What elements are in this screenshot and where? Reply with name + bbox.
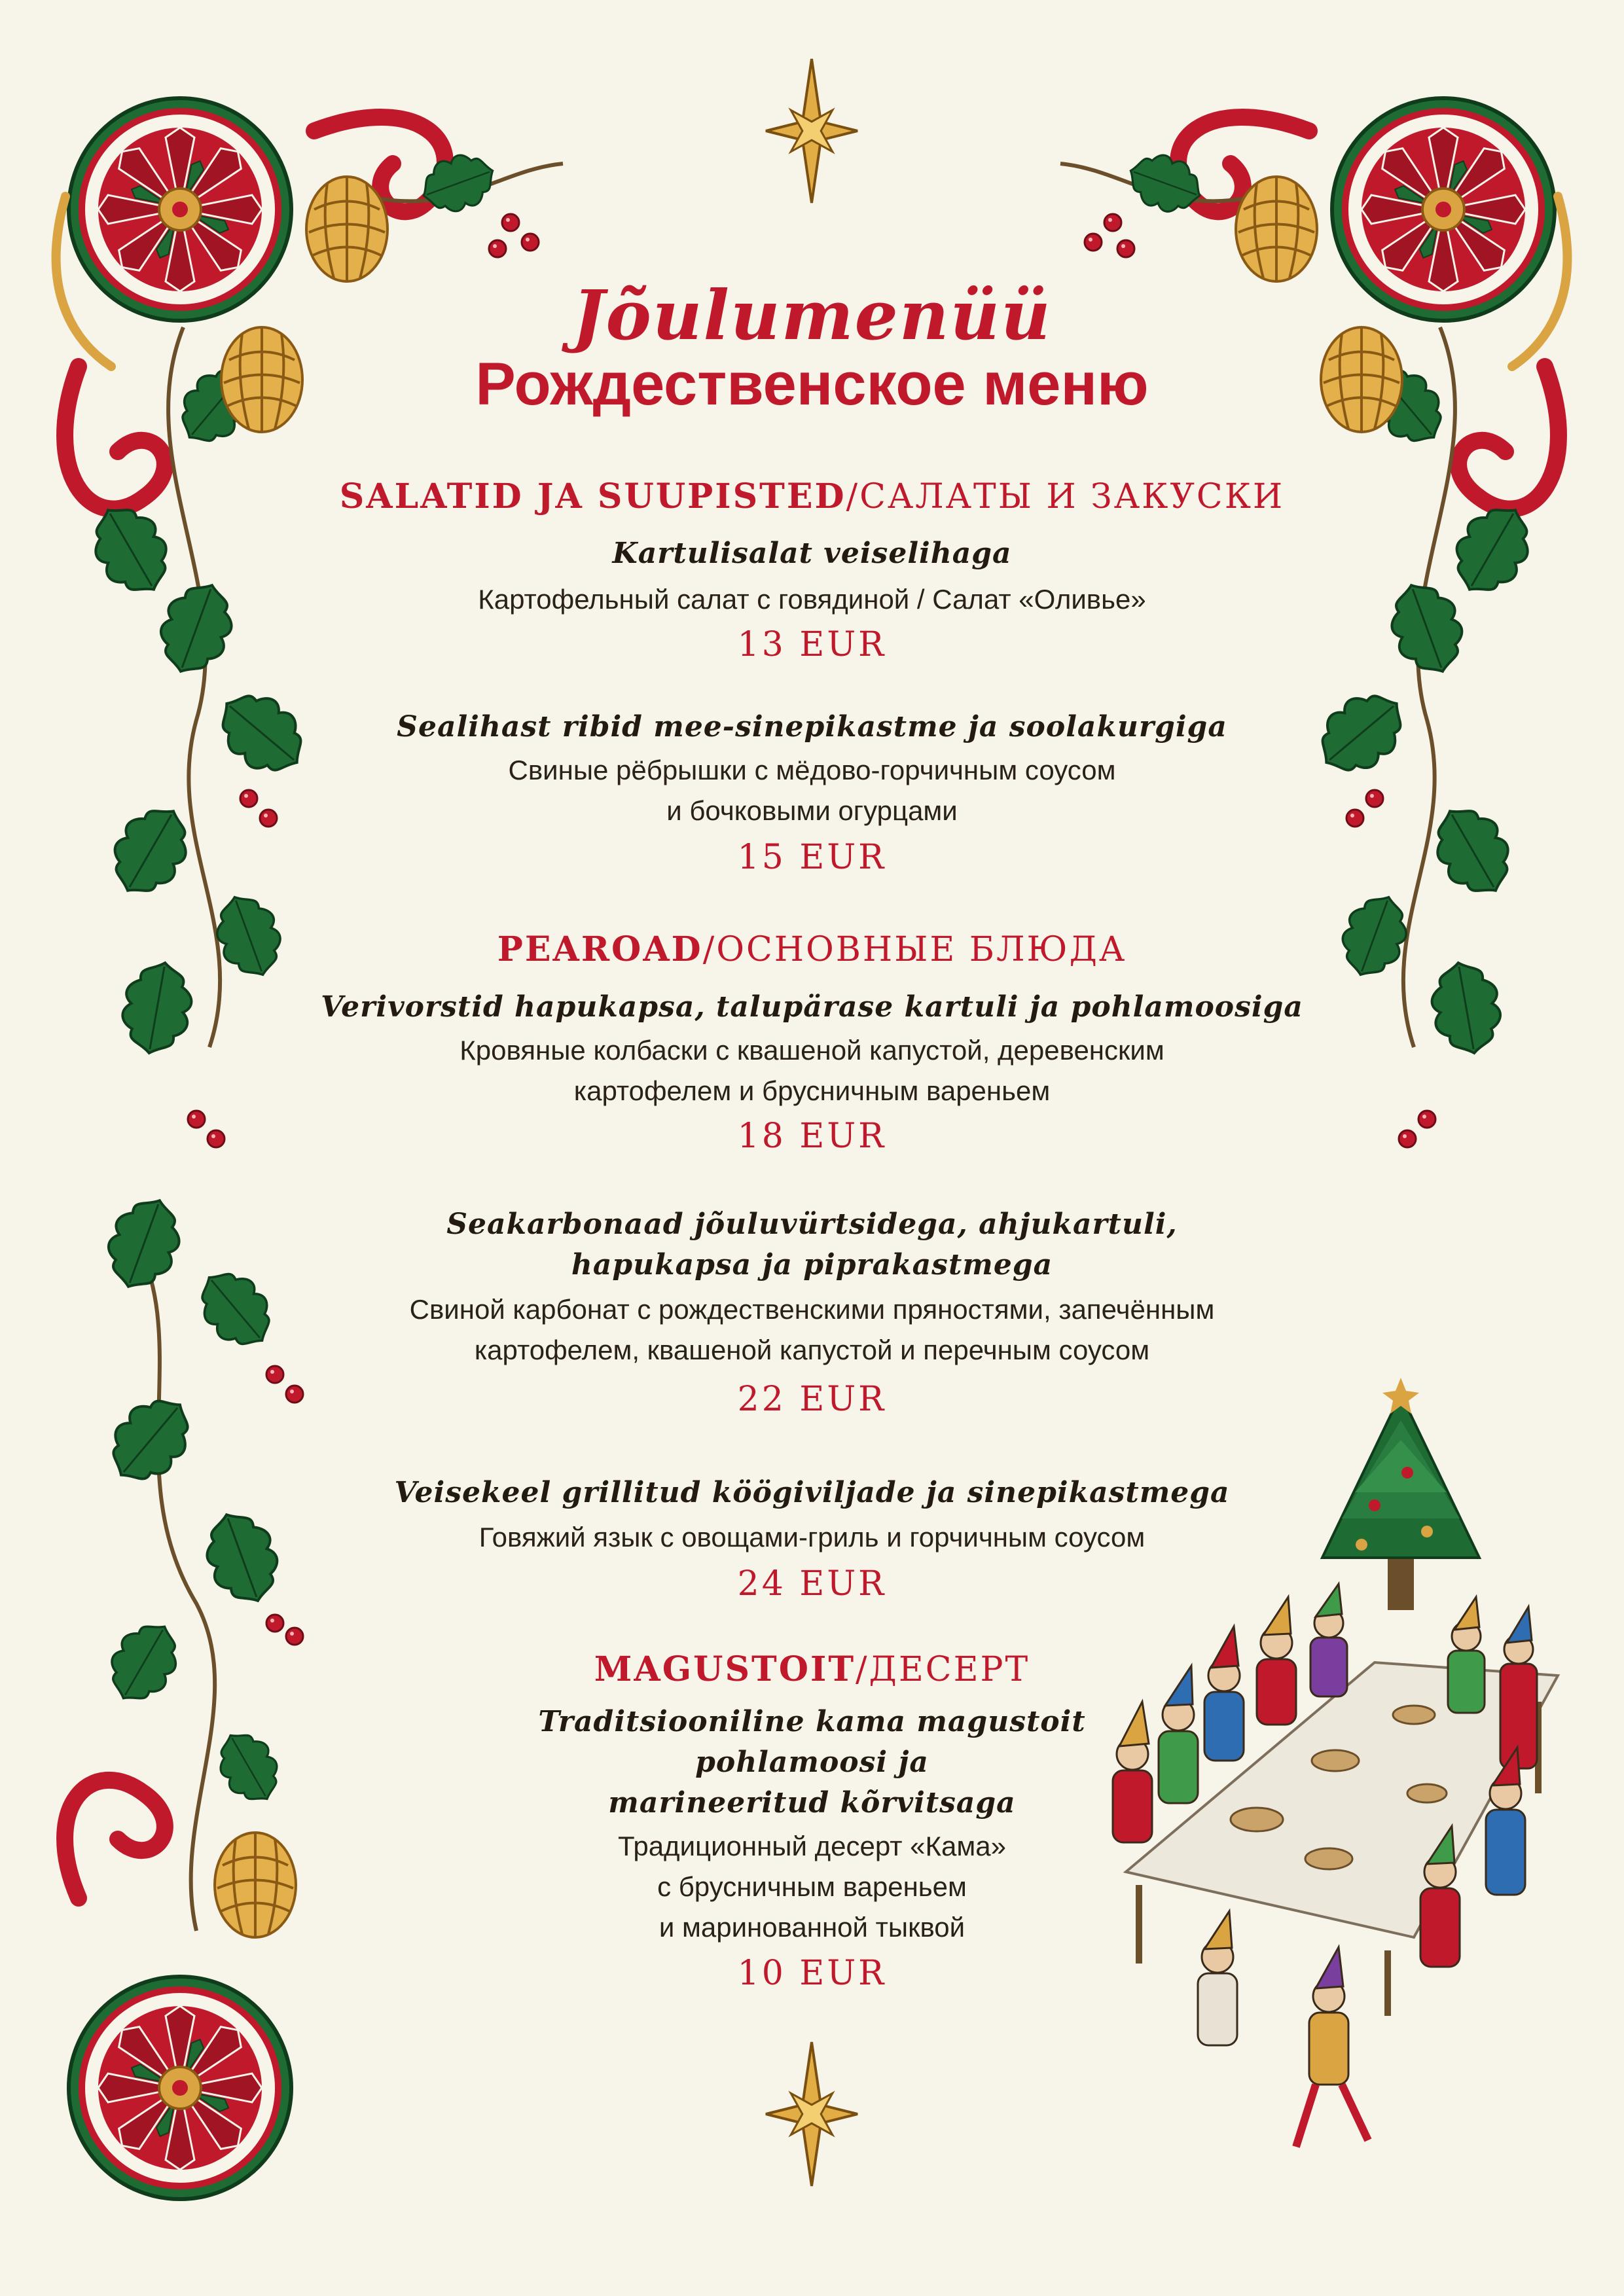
dish-price: 15 EUR [737, 838, 887, 877]
dish-description: Картофельный салат с говядиной / Салат «Оливье» [478, 584, 1146, 615]
dish-name: Veisekeel grillitud köögiviljade ja sinepikastmega [394, 1476, 1230, 1509]
dish-name: Kartulisalat veiselihaga [612, 537, 1012, 570]
dish-price: 10 EUR [737, 1954, 887, 1993]
dish-price: 13 EUR [737, 625, 887, 664]
dish-price: 18 EUR [737, 1117, 887, 1156]
page-subtitle: Рождественское меню [475, 351, 1149, 418]
dish-price: 22 EUR [737, 1380, 887, 1419]
dish-description: Традиционный десерт «Кама» с брусничным вареньем и маринованной тыквой [618, 1831, 1006, 1943]
dish-name: Traditsiooniline kama magustoit pohlamoosi ja marineeritud kõrvitsaga [538, 1705, 1086, 1820]
page-title: Jõulumenüü [572, 275, 1052, 355]
star-top-ornament [766, 59, 857, 203]
star-bottom-ornament [766, 2042, 857, 2186]
dish-description: Свиной карбонат с рождественскими пряностями, запечённым картофелем, квашеной капустой и перечным соусом [409, 1294, 1215, 1365]
dish-price: 24 EUR [737, 1564, 887, 1604]
dish-description: Свиные рёбрышки с мёдово-горчичным соусом и бочковыми огурцами [508, 755, 1116, 826]
dish-description: Кровяные колбаски с квашеной капустой, деревенским картофелем и брусничным вареньем [460, 1035, 1164, 1106]
dish-name: Seakarbonaad jõuluvürtsidega, ahjukartuli, hapukapsa ja piprakastmega [446, 1208, 1178, 1282]
section-heading-mains: PEAROAD/ОСНОВНЫЕ БЛЮДА [497, 929, 1127, 969]
section-heading-salads: SALATID JA SUUPISTED/САЛАТЫ И ЗАКУСКИ [339, 476, 1285, 516]
dish-name: Verivorstid hapukapsa, talupärase kartuli ja pohlamoosiga [321, 990, 1303, 1024]
dish-name: Sealihast ribid mee-sinepikastme ja soolakurgiga [397, 710, 1227, 744]
section-heading-dessert: MAGUSTOIT/ДЕСЕРТ [594, 1649, 1030, 1689]
dish-description: Говяжий язык с овощами-гриль и горчичным соусом [478, 1522, 1146, 1552]
